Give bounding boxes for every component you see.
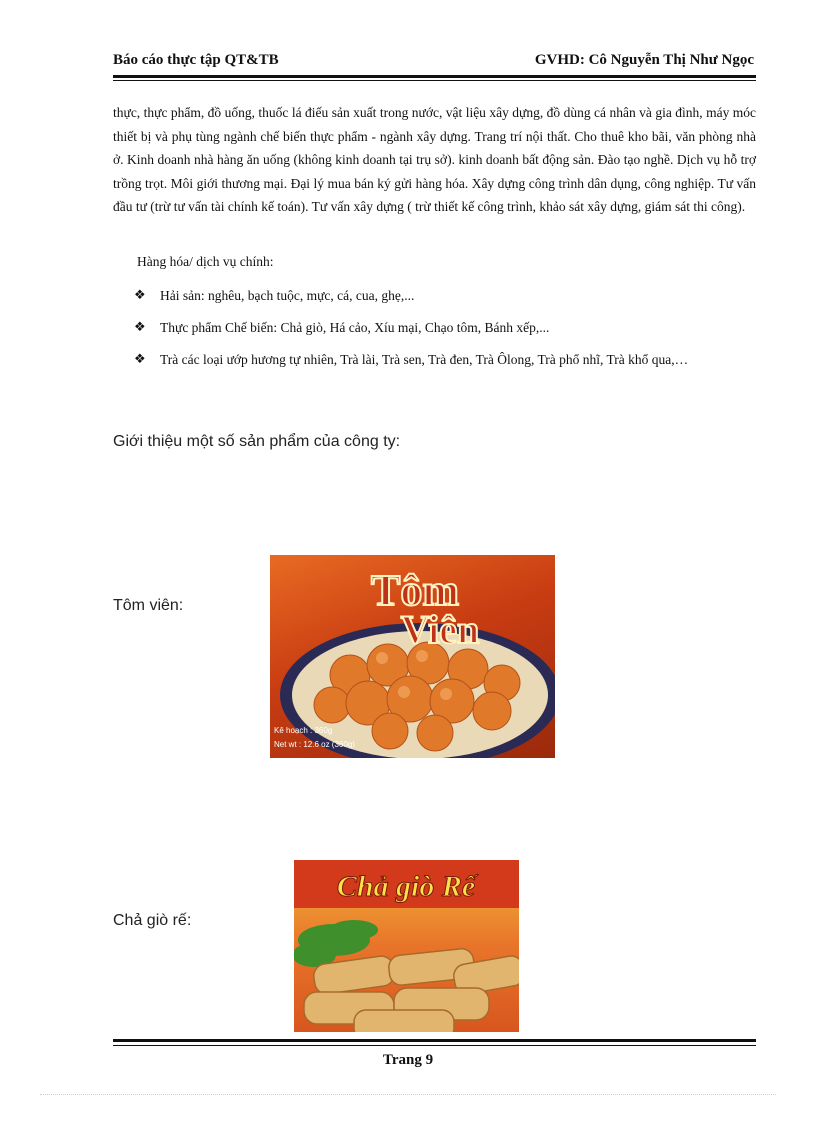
header-report-title: Báo cáo thực tập QT&TB [113,52,279,68]
header-supervisor: GVHD: Cô Nguyễn Thị Như Ngọc [534,52,754,68]
tom-vien-title-line1: Tôm [371,566,459,615]
header-rule-thick [113,75,756,78]
list-item-text: Trà các loại ướp hương tự nhiên, Trà lài, Trà sen, Trà đen, Trà Ôlong, Trà phổ nhĩ, Trà khổ qua,… [160,352,689,367]
tom-vien-label-1: Kê hoạch : 360g [274,726,333,735]
tom-vien-label-2: Net wt : 12.6 oz (360g) [274,740,355,749]
list-item [134,348,756,371]
list-item [134,316,756,339]
cha-gio-re-image [294,860,519,1032]
list-item-text: Thực phẩm Chế biến: Chả giò, Há cảo, Xíu mại, Chạo tôm, Bánh xếp,... [160,320,550,335]
tom-vien-image [270,555,555,758]
product-caption-tom-vien: Tôm viên: [113,597,184,614]
services-list [134,284,756,380]
diamond-bullet-icon: ❖ [134,288,146,303]
diamond-bullet-icon: ❖ [134,352,146,367]
cha-gio-re-title: Chả giò Rế [336,870,476,903]
diamond-bullet-icon: ❖ [134,320,146,335]
products-intro: Giới thiệu một số sản phẩm của công ty: [113,433,401,450]
tom-vien-title-line2: Viên [400,607,480,652]
product-caption-cha-gio-re: Chả giò rế: [113,912,192,929]
list-item-text: Hải sản: nghêu, bạch tuộc, mực, cá, cua, ghẹ,... [160,288,415,303]
services-lead: Hàng hóa/ dịch vụ chính: [137,254,274,269]
footer-rule-thick [113,1039,756,1042]
footer-rule-thin [113,1045,756,1046]
page-number: Trang 9 [382,1052,434,1068]
header-rule-thin [113,80,756,81]
list-item [134,284,756,307]
body-paragraph: thực, thực phẩm, đồ uống, thuốc lá điếu sản xuất trong nước, vật liệu xây dựng, đồ dùng cá nhân và gia đình, máy móc thiết bị và phụ tùng ngành chế biến thực phẩm - ngành xây dựng. Trang trí nội thất. Cho thuê kho bãi, văn phòng nhà ở. Kinh doanh nhà hàng ăn uống (không kinh doanh tại trụ sở). kinh doanh bất động sản. Đào tạo nghề. Dịch vụ hỗ trợ trồng trọt. Môi giới thương mại. Đại lý mua bán ký gửi hàng hóa. Xây dựng công trình dân dụng, công nghiệp. Tư vấn đầu tư (trừ tư vấn tài chính kế toán). Tư vấn xây dựng ( trừ thiết kế công trình, khảo sát xây dựng, giám sát thi công). [113,105,756,215]
page-edge-dotted-line [40,1094,776,1095]
